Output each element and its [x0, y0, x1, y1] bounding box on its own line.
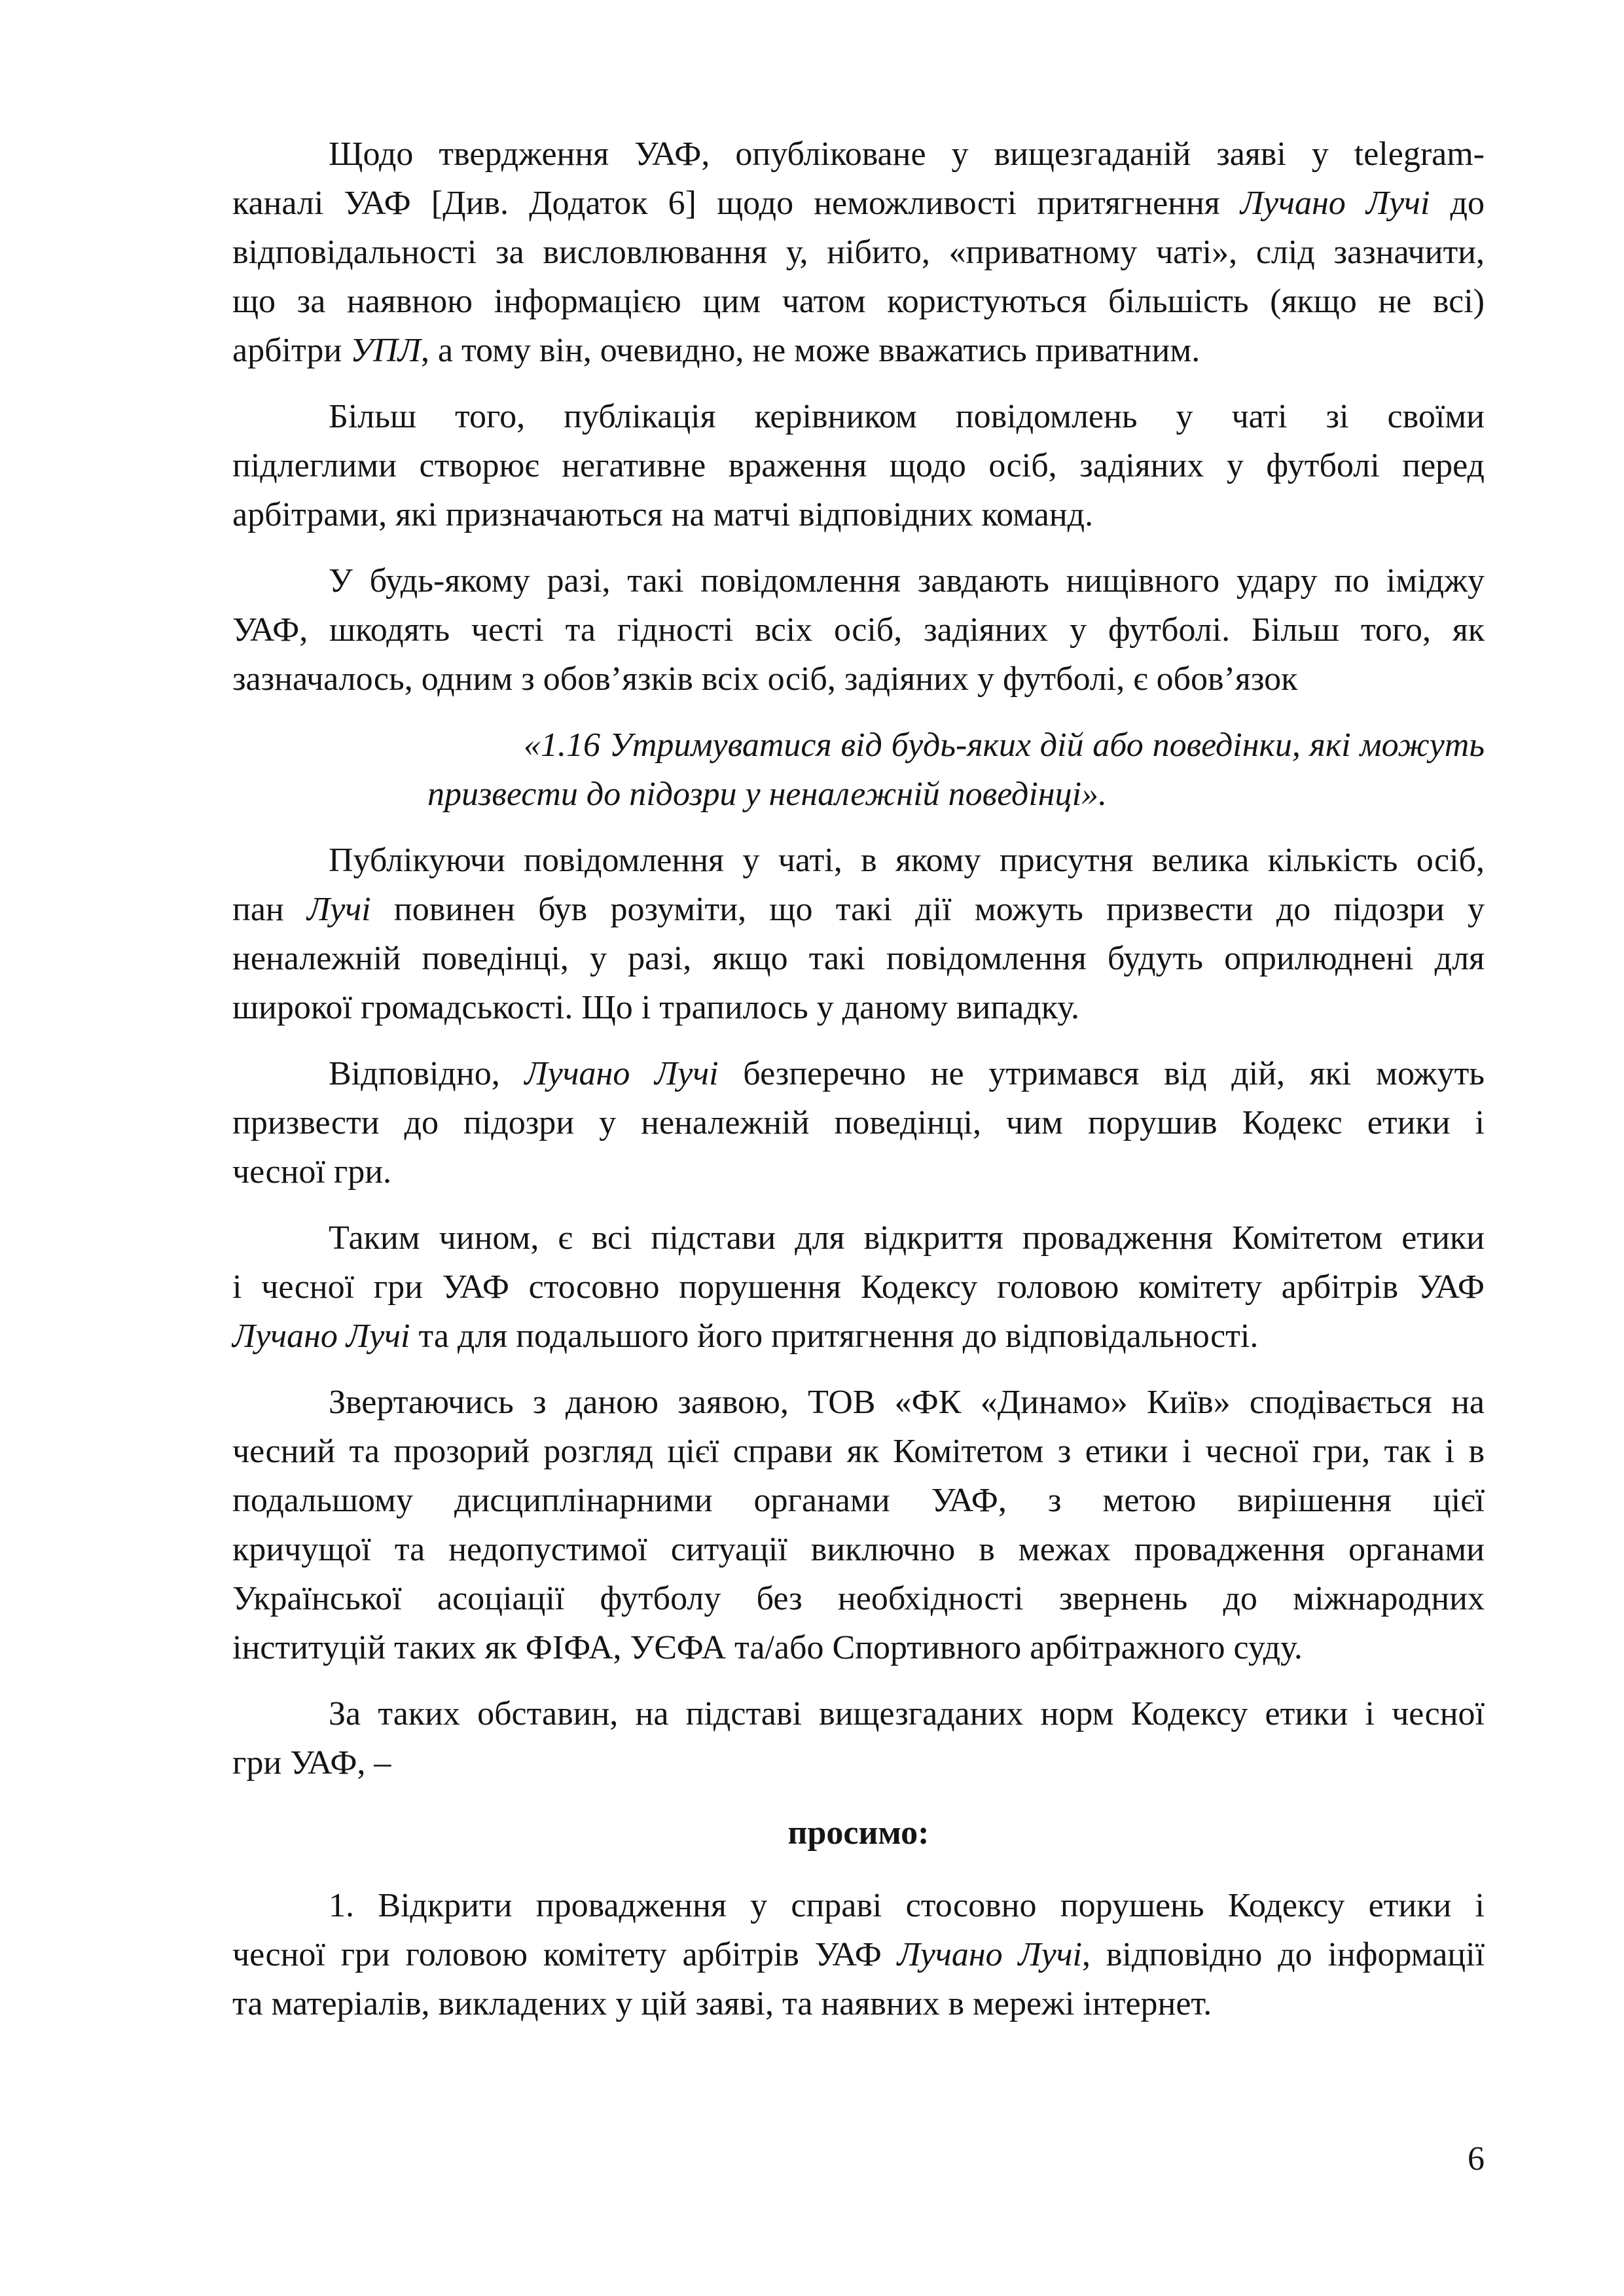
text-line [232, 1312, 1485, 1361]
text-line [232, 1476, 1485, 1525]
text-segment: За таких обставин, на підставі вищезгаданих норм Кодексу етики і чесної [329, 1695, 1485, 1732]
text-line [232, 1623, 1485, 1672]
italic-text-segment: Лучано Лучі [524, 1055, 719, 1092]
paragraph-publication-impression [232, 392, 1485, 539]
text-segment: Української асоціації футболу без необхідності звернень до міжнародних [232, 1580, 1485, 1617]
paragraph-request-item-1 [232, 1881, 1485, 2028]
text-line [232, 130, 1485, 179]
text-line [232, 983, 1485, 1032]
text-line [232, 228, 1485, 277]
text-segment: Звертаючись з даною заявою, ТОВ «ФК «Динамо» Київ» сподівається на [329, 1384, 1485, 1421]
text-segment: зазначалось, одним з обов’язків всіх осіб, задіяних у футболі, є обов’язок [232, 660, 1298, 698]
text-line [232, 1147, 1485, 1196]
paragraph-grounds-for-proceedings [232, 1213, 1485, 1361]
text-segment: безперечно не утримався від дій, які можуть [718, 1055, 1485, 1092]
text-segment: гри УАФ, – [232, 1744, 391, 1782]
paragraph-publishing-awareness [232, 836, 1485, 1032]
text-segment: неналежній поведінці, у разі, якщо такі повідомлення будуть оприлюднені для [232, 940, 1485, 977]
text-line [232, 179, 1485, 228]
italic-text-segment: Лучі [307, 891, 371, 928]
text-segment: арбітри [232, 332, 351, 369]
text-line [232, 1098, 1485, 1147]
text-line [232, 392, 1485, 441]
text-segment: , а тому він, очевидно, не може вважатись приватним. [420, 332, 1200, 369]
text-segment: пан [232, 891, 308, 928]
text-segment: Відповідно, [329, 1055, 525, 1092]
text-segment: «1.16 Утримуватися від будь-яких дій або поведінки, які можуть [524, 726, 1485, 764]
text-line [232, 605, 1485, 655]
paragraph-dynamo-hopes [232, 1378, 1485, 1672]
text-line [232, 1574, 1485, 1623]
text-line [232, 934, 1485, 983]
text-line [232, 1738, 1485, 1787]
text-line [427, 770, 1485, 819]
text-segment: чесний та прозорий розгляд цієї справи як Комітетом з етики і чесної гри, так і в [232, 1433, 1485, 1470]
paragraph-under-circumstances [232, 1689, 1485, 1787]
paragraph-violation-conclusion [232, 1049, 1485, 1196]
text-line [232, 885, 1485, 934]
text-segment: та для подальшого його притягнення до відповідальності. [410, 1318, 1259, 1355]
text-segment: Таким чином, є всі підстави для відкриття провадження Комітетом етики [329, 1219, 1485, 1257]
paragraph-uaf-statement [232, 130, 1485, 375]
text-line [232, 1049, 1485, 1098]
text-segment: арбітрами, які призначаються на матчі відповідних команд. [232, 496, 1094, 533]
text-line [232, 490, 1485, 539]
text-segment: Публікуючи повідомлення у чаті, в якому присутня велика кількість осіб, [329, 842, 1485, 879]
text-line [232, 1378, 1485, 1427]
text-segment: , відповідно до інформації [1082, 1936, 1485, 1973]
italic-text-segment: Лучано Лучі [897, 1936, 1082, 1973]
text-line [232, 326, 1485, 375]
text-segment: чесної гри. [232, 1153, 392, 1191]
text-segment: Більш того, публікація керівником повідомлень у чаті зі своїми [329, 398, 1485, 435]
text-segment: подальшому дисциплінарними органами УАФ, з метою вирішення цієї [232, 1482, 1485, 1519]
paragraph-image-damage [232, 556, 1485, 704]
text-line [232, 1689, 1485, 1738]
text-segment: 1. Відкрити провадження у справі стосовно порушень Кодексу етики і [329, 1887, 1485, 1924]
text-line [232, 556, 1485, 605]
text-line [232, 1263, 1485, 1312]
document-body [232, 130, 1485, 2045]
italic-text-segment: Лучано Лучі [1240, 185, 1430, 222]
text-segment: що за наявною інформацією цим чатом користуються більшість (якщо не всі) [232, 283, 1485, 320]
italic-text-segment: Лучано Лучі [232, 1318, 410, 1355]
text-segment: і чесної гри УАФ стосовно порушення Кодексу головою комітету арбітрів УАФ [232, 1268, 1485, 1306]
text-segment: кричущої та недопустимої ситуації виключно в межах провадження органами [232, 1531, 1485, 1568]
text-segment: повинен був розуміти, що такі дії можуть призвести до підозри у [370, 891, 1485, 928]
text-segment: призвести до підозри у неналежній поведінці, чим порушив Кодекс етики і [232, 1104, 1485, 1141]
text-segment: призвести до підозри у неналежній поведінці». [427, 776, 1108, 813]
text-segment: підлеглими створює негативне враження щодо осіб, задіяних у футболі перед [232, 447, 1485, 484]
text-line [232, 836, 1485, 885]
italic-text-segment: УПЛ [350, 332, 421, 369]
text-line [232, 655, 1485, 704]
text-line [232, 1881, 1485, 1930]
text-segment: інституцій таких як ФІФА, УЄФА та/або Спортивного арбітражного суду. [232, 1629, 1303, 1666]
text-line [232, 1427, 1485, 1476]
text-segment: УАФ, шкодять честі та гідності всіх осіб, задіяних у футболі. Більш того, як [232, 611, 1485, 649]
text-line [232, 441, 1485, 490]
text-line [232, 1930, 1485, 1979]
page-footer [232, 2134, 1485, 2183]
text-line [427, 721, 1485, 770]
text-segment: відповідальності за висловлювання у, нібито, «приватному чаті», слід зазначити, [232, 234, 1485, 271]
text-line [232, 277, 1485, 326]
quote-code-1-16 [427, 721, 1485, 819]
text-segment: чесної гри головою комітету арбітрів УАФ [232, 1936, 897, 1973]
text-segment: каналі УАФ [Див. Додаток 6] щодо неможливості притягнення [232, 185, 1240, 222]
text-segment: та матеріалів, викладених у цій заяві, та наявних в мережі інтернет. [232, 1985, 1212, 2022]
text-segment: Щодо твердження УАФ, опубліковане у вищезгаданій заяві у telegram- [329, 135, 1485, 173]
page-number: 6 [1468, 2140, 1485, 2178]
text-line [232, 1525, 1485, 1574]
text-line [232, 1979, 1485, 2028]
text-line [232, 1213, 1485, 1263]
request-heading: просимо: [787, 1814, 929, 1852]
text-segment: широкої громадськості. Що і трапилось у даному випадку. [232, 989, 1080, 1026]
text-segment: до [1430, 185, 1485, 222]
text-segment: У будь-якому разі, такі повідомлення завдають нищівного удару по іміджу [329, 562, 1485, 600]
